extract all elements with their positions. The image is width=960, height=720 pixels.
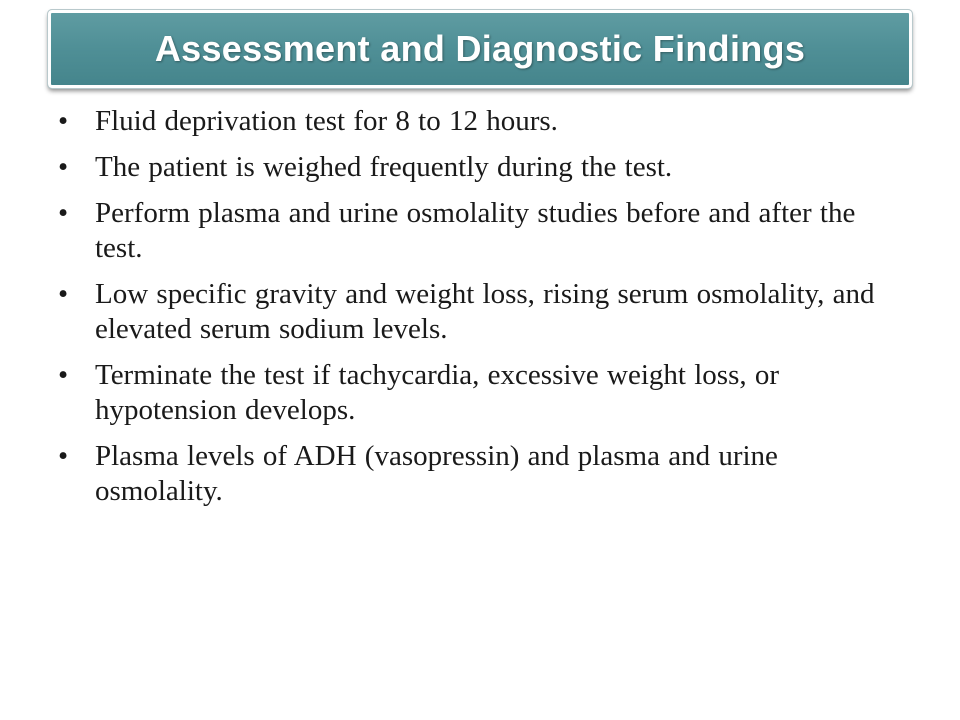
bullet-text: Low specific gravity and weight loss, rising serum osmolality, and elevated serum sodium levels. <box>95 278 875 345</box>
bullet-item <box>58 358 888 428</box>
bullet-marker: • <box>58 359 69 391</box>
bullet-marker: • <box>58 197 69 229</box>
bullet-marker: • <box>58 151 69 183</box>
bullet-item <box>58 150 888 185</box>
bullet-item <box>58 104 888 139</box>
slide-title: Assessment and Diagnostic Findings <box>154 28 806 69</box>
bullet-marker: • <box>58 105 69 137</box>
bullet-text: Terminate the test if tachycardia, excessive weight loss, or hypotension develops. <box>95 359 780 426</box>
bullet-list <box>58 104 888 520</box>
bullet-text: Plasma levels of ADH (vasopressin) and plasma and urine osmolality. <box>95 440 778 507</box>
bullet-marker: • <box>58 440 69 472</box>
bullet-marker: • <box>58 278 69 310</box>
bullet-text: The patient is weighed frequently during the test. <box>95 151 673 183</box>
bullet-text: Fluid deprivation test for 8 to 12 hours. <box>95 105 558 137</box>
title-banner <box>48 10 912 88</box>
bullet-item <box>58 196 888 266</box>
bullet-item <box>58 439 888 509</box>
bullet-item <box>58 277 888 347</box>
bullet-text: Perform plasma and urine osmolality studies before and after the test. <box>95 197 856 264</box>
